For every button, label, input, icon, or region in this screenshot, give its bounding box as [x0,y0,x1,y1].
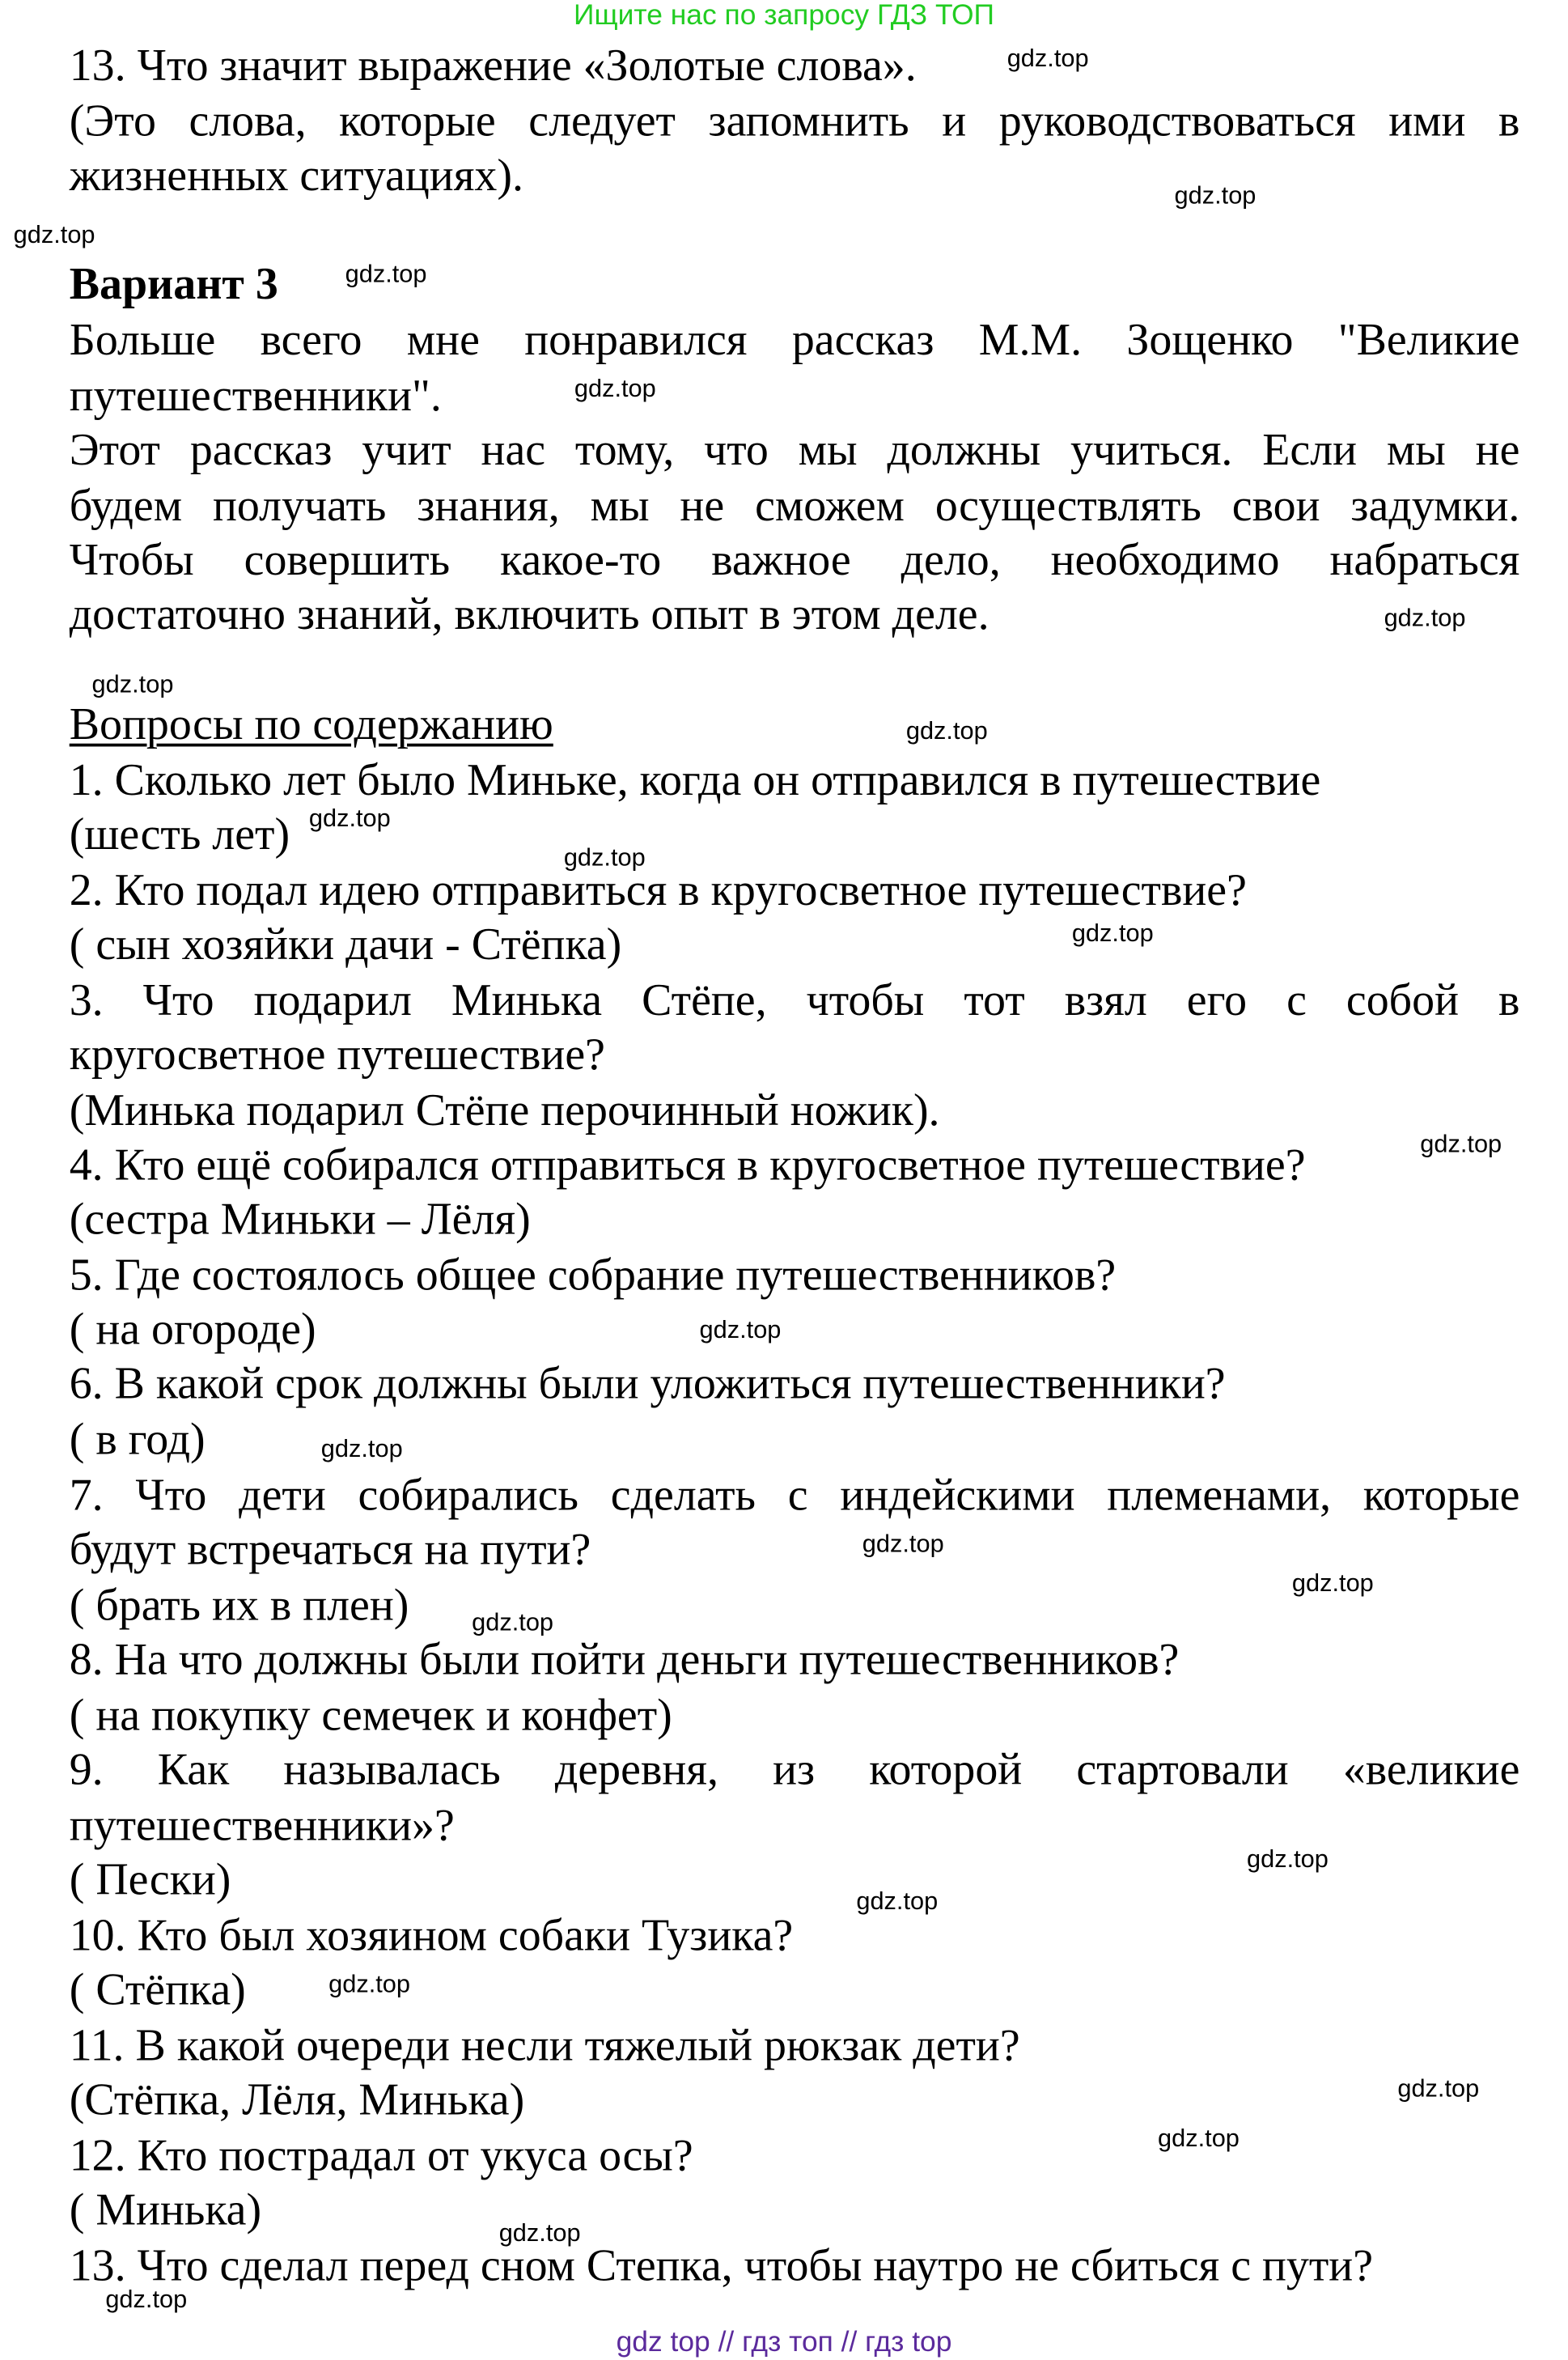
watermark-text: gdz.top [105,2286,188,2314]
text-line: (Стёпка, Лёля, Минька) [69,2075,525,2125]
text-line: 11. В какой очереди несли тяжелый рюкзак дети? [69,2021,1020,2071]
watermark-text: gdz.top [563,844,646,872]
text-line: (сестра Миньки – Лёля) [69,1194,531,1245]
watermark-text: gdz.top [699,1316,782,1344]
text-line: 10. Кто был хозяином собаки Тузика? [69,1911,794,1961]
text-line: кругосветное путешествие? [69,1029,605,1080]
watermark-text: gdz.top [1397,2075,1480,2103]
watermark-text: gdz.top [1420,1131,1502,1159]
text-line: (Минька подарил Стёпе перочинный ножик). [69,1085,940,1136]
watermark-text: gdz.top [1174,182,1257,210]
footer-watermark: gdz top // гдз топ // гдз top [616,2327,952,2359]
watermark-text: gdz.top [862,1530,944,1558]
watermark-text: gdz.top [1291,1569,1374,1598]
watermark-text: gdz.top [328,1971,410,1999]
watermark-text: gdz.top [1158,2124,1240,2153]
watermark-text: gdz.top [1071,919,1154,948]
watermark-text: gdz.top [320,1436,403,1463]
text-line: будут встречаться на пути? [69,1524,591,1575]
text-line: (шесть лет) [69,809,290,860]
text-line: путешественники»? [69,1801,455,1851]
watermark-text: gdz.top [1384,605,1466,632]
text-line: достаточно знаний, включить опыт в этом деле. [69,589,990,640]
section-heading: Вариант 3 [69,259,278,310]
text-line: путешественники". [69,371,442,421]
text-line: ( в год) [69,1414,206,1465]
text-line: Этот рассказ учит нас тому, что мы должны учиться. Если мы не [69,425,1520,476]
text-line: ( Стёпка) [69,1965,246,2015]
watermark-text: gdz.top [1246,1845,1329,1874]
text-line: 4. Кто ещё собирался отправиться в кругосветное путешествие? [69,1140,1306,1191]
text-line: (Это слова, которые следует запомнить и руководствоваться ими в [69,96,1520,146]
text-line: ( сын хозяйки дачи - Стёпка) [69,919,622,970]
watermark-text: gdz.top [574,376,656,403]
text-line: 3. Что подарил Минька Стёпе, чтобы тот взял его с собой в [69,975,1520,1026]
text-line: 6. В какой срок должны были уложиться путешественники? [69,1359,1226,1409]
text-line: 13. Что сделал перед сном Степка, чтобы наутро не сбиться с пути? [69,2241,1374,2291]
search-hint-banner: Ищите нас по запросу ГДЗ ТОП [574,0,995,32]
watermark-text: gdz.top [472,1609,554,1636]
text-line: 5. Где состоялось общее собрание путешественников? [69,1250,1117,1301]
text-line: Больше всего мне понравился рассказ М.М. Зощенко "Великие [69,315,1520,365]
text-line: 9. Как называлась деревня, из которой стартовали «великие [69,1745,1520,1795]
text-line: 7. Что дети собирались сделать с индейскими племенами, которые [69,1470,1520,1521]
watermark-text: gdz.top [91,671,174,698]
text-line: 2. Кто подал идею отправиться в кругосветное путешествие? [69,865,1247,916]
watermark-text: gdz.top [905,718,988,745]
text-line: 1. Сколько лет было Миньке, когда он отправился в путешествие [69,755,1321,806]
text-line: будем получать знания, мы не сможем осуществлять свои задумки. [69,481,1520,531]
text-line: 12. Кто пострадал от укуса осы? [69,2131,693,2181]
text-line: ( на покупку семечек и конфет) [69,1690,672,1741]
watermark-text: gdz.top [498,2220,581,2248]
text-line: ( Пески) [69,1855,231,1905]
watermark-text: gdz.top [308,805,391,833]
text-line: 13. Что значит выражение «Золотые слова». [69,40,917,91]
text-line: ( Минька) [69,2185,262,2235]
text-line: ( на огороде) [69,1304,316,1355]
text-line: Чтобы совершить какое-то важное дело, необходимо набраться [69,535,1520,586]
watermark-text: gdz.top [856,1888,939,1916]
watermark-text: gdz.top [345,261,427,288]
text-line: ( брать их в плен) [69,1580,409,1631]
subsection-heading: Вопросы по содержанию [69,699,553,750]
watermark-text: gdz.top [13,221,95,249]
text-line: жизненных ситуациях). [69,151,523,201]
watermark-text: gdz.top [1006,45,1089,73]
text-line: 8. На что должны были пойти деньги путешественников? [69,1635,1180,1685]
